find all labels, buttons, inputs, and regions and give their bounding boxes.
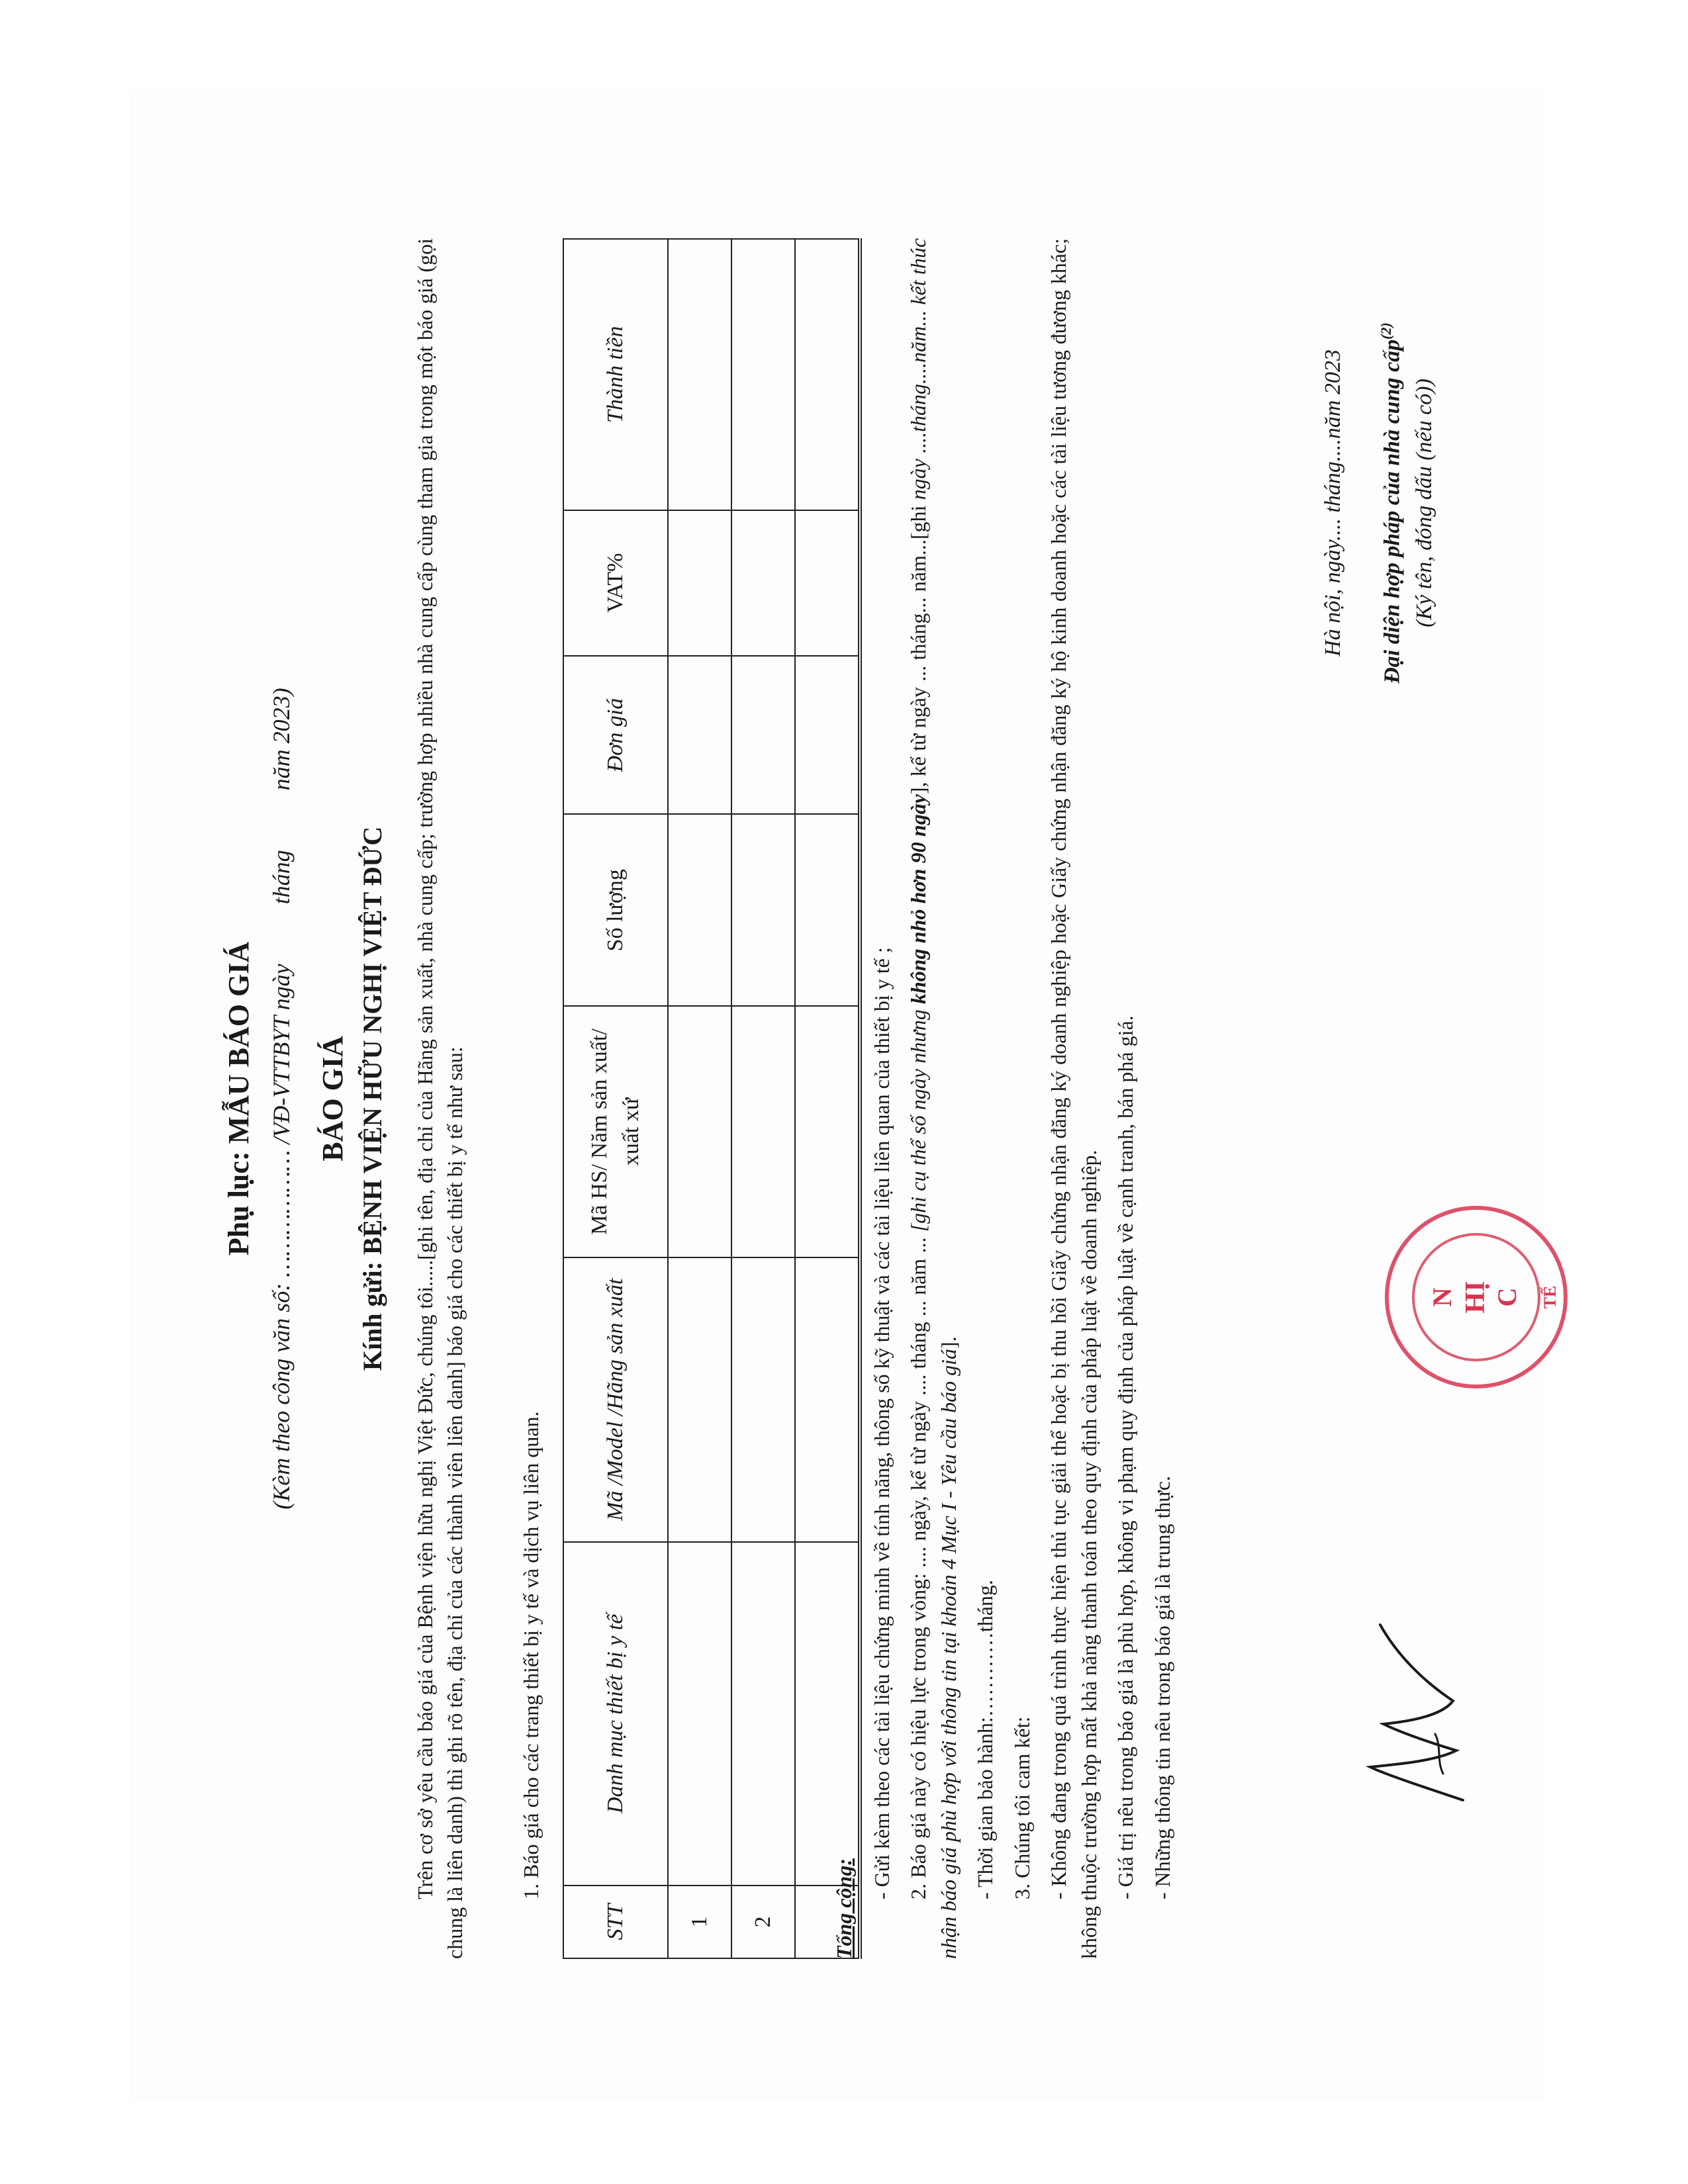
cell (731, 814, 795, 1006)
validity-hint: [ghi cụ thể số ngày nhưng (906, 1004, 931, 1232)
cell (731, 1542, 795, 1886)
cell (795, 1257, 859, 1542)
subtitle-month: tháng (268, 850, 295, 905)
company-stamp (1377, 1198, 1575, 1396)
place-date: Hà nội, ngày.... tháng....năm 2023 (1321, 349, 1345, 657)
cell (668, 239, 731, 510)
table-header-row (563, 239, 668, 1958)
total-label: Tổng cộng: (832, 1858, 856, 1959)
commit-title: 3. Chúng tôi cam kết: (1009, 1716, 1034, 1899)
commit-item-1: - Không đang trong quá trình thực hiện thủ tục giải thể hoặc bị thu hồi Giấy chứng nhận đăng ký doanh nghiệp hoặc Giấy chứng nhận đăng ký hộ kinh doanh hoặc các tài liệu tương đương khác; không thuộc trường hợp mất khả năng thanh toán theo quy định của pháp luật về doanh nghiệp. (1047, 238, 1101, 1959)
handwritten-signature (1344, 1615, 1489, 1813)
document-title: Phụ lục: MẪU BÁO GIÁ (222, 941, 255, 1256)
cell (795, 1542, 859, 1886)
cell (795, 510, 859, 656)
col-header-model: Mã /Model /Hãng sản xuất (563, 1257, 668, 1542)
cell (795, 814, 859, 1006)
table-row (668, 239, 731, 1958)
col-header-vat: VAT% (563, 510, 668, 656)
quotation-table (563, 238, 859, 1959)
table-row (731, 239, 795, 1958)
scanned-page (132, 93, 1560, 2098)
col-header-device-list: Danh mục thiết bị y tế (563, 1542, 668, 1886)
col-header-stt: STT (563, 1886, 668, 1958)
validity-min-days: không nhỏ hơn 90 ngày (906, 794, 931, 1005)
signature-block (1317, 205, 1440, 801)
validity-end: ]. (936, 1336, 961, 1349)
item-1-heading: 1. Báo giá cho các trang thiết bị y tế và dịch vụ liên quan. (519, 1411, 543, 1899)
subtitle-left: (Kèm theo công văn số: ……………… /VĐ-VTTBYT ngày (268, 964, 295, 1510)
cell (795, 239, 859, 510)
cell (668, 1006, 731, 1257)
col-header-unit-price: Đơn giá (563, 656, 668, 815)
representative-line (1376, 205, 1409, 801)
document-heading: BÁO GIÁ (316, 1036, 349, 1161)
recipient-name: BỆNH VIỆN HỮU NGHỊ VIỆT ĐỨC (357, 826, 387, 1255)
row-stt: 1 (668, 1886, 731, 1958)
validity-hint-2: ngày ....tháng....năm... kết thúc nhận báo giá phù hợp với thông tin tại khoản 4 Mục I - Yêu cầu báo giá (906, 238, 961, 1959)
cell (668, 656, 731, 815)
note-warranty: - Thời gian bảo hành:…………tháng. (973, 1580, 998, 1899)
col-header-amount: Thành tiền (563, 239, 668, 510)
stamp-text-1: N (1427, 1287, 1457, 1307)
cell (731, 510, 795, 656)
note-attachments: - Gửi kèm theo các tài liệu chứng minh về tính năng, thông số kỹ thuật và các tài liệu liên quan của thiết bị y tế ; (870, 947, 894, 1899)
stamp-text-3: C (1492, 1287, 1522, 1307)
cell (795, 656, 859, 815)
commit-item-3: - Những thông tin nêu trong báo giá là trung thực. (1150, 1476, 1174, 1899)
cell (795, 1006, 859, 1257)
cell (668, 1257, 731, 1542)
quotation-document (132, 106, 1560, 2091)
cell (668, 1542, 731, 1886)
cell (668, 510, 731, 656)
representative-note: (Ký tên, đóng dấu (nếu có)) (1411, 379, 1436, 627)
validity-text: 2. Báo giá này có hiệu lực trong vòng: .... ngày, kể từ ngày .... tháng ... năm ... (906, 1232, 931, 1899)
cell (731, 656, 795, 815)
cell (731, 239, 795, 510)
total-divider (861, 238, 862, 1959)
stamp-text-2: HỊ (1460, 1281, 1491, 1314)
table-row (795, 239, 859, 1958)
cell (668, 814, 731, 1006)
subtitle-year: năm 2023) (268, 688, 295, 791)
note-validity (904, 238, 964, 1959)
cell (731, 1006, 795, 1257)
notes-section (867, 238, 1184, 1959)
commit-item-2: - Giá trị nêu trong báo giá là phù hợp, không vi phạm quy định của pháp luật về cạnh tranh, bán phá giá. (1113, 1015, 1138, 1899)
recipient-label: Kính gửi: (357, 1261, 387, 1371)
cell (731, 1257, 795, 1542)
col-header-hs-code: Mã HS/ Năm sản xuất/ xuất xứ (563, 1006, 668, 1257)
document-subtitle (265, 106, 299, 2091)
stamp-text-4: TẾ (1540, 1285, 1560, 1309)
validity-text-2: ], kể từ ngày ... tháng... năm...[ghi (906, 500, 931, 795)
recipient-line (354, 106, 392, 2091)
intro-paragraph: Trên cơ sở yêu cầu báo giá của Bệnh viện hữu nghị Việt Đức, chúng tôi.....[ghi tên, địa chỉ của Hãng sản xuất, nhà cung cấp; trường hợp nhiều nhà cung cấp cùng tham gia trong một báo giá (gọi chung là liên danh) thì ghi rõ tên, địa chỉ của các thành viên liên danh] báo giá cho các thiết bị y tế như sau: (413, 238, 467, 1959)
col-header-quantity: Số lượng (563, 814, 668, 1006)
representative-footnote: (2) (1378, 322, 1395, 340)
representative-label: Đại diện hợp pháp của nhà cung cấp (1380, 339, 1405, 684)
row-stt: 2 (731, 1886, 795, 1958)
